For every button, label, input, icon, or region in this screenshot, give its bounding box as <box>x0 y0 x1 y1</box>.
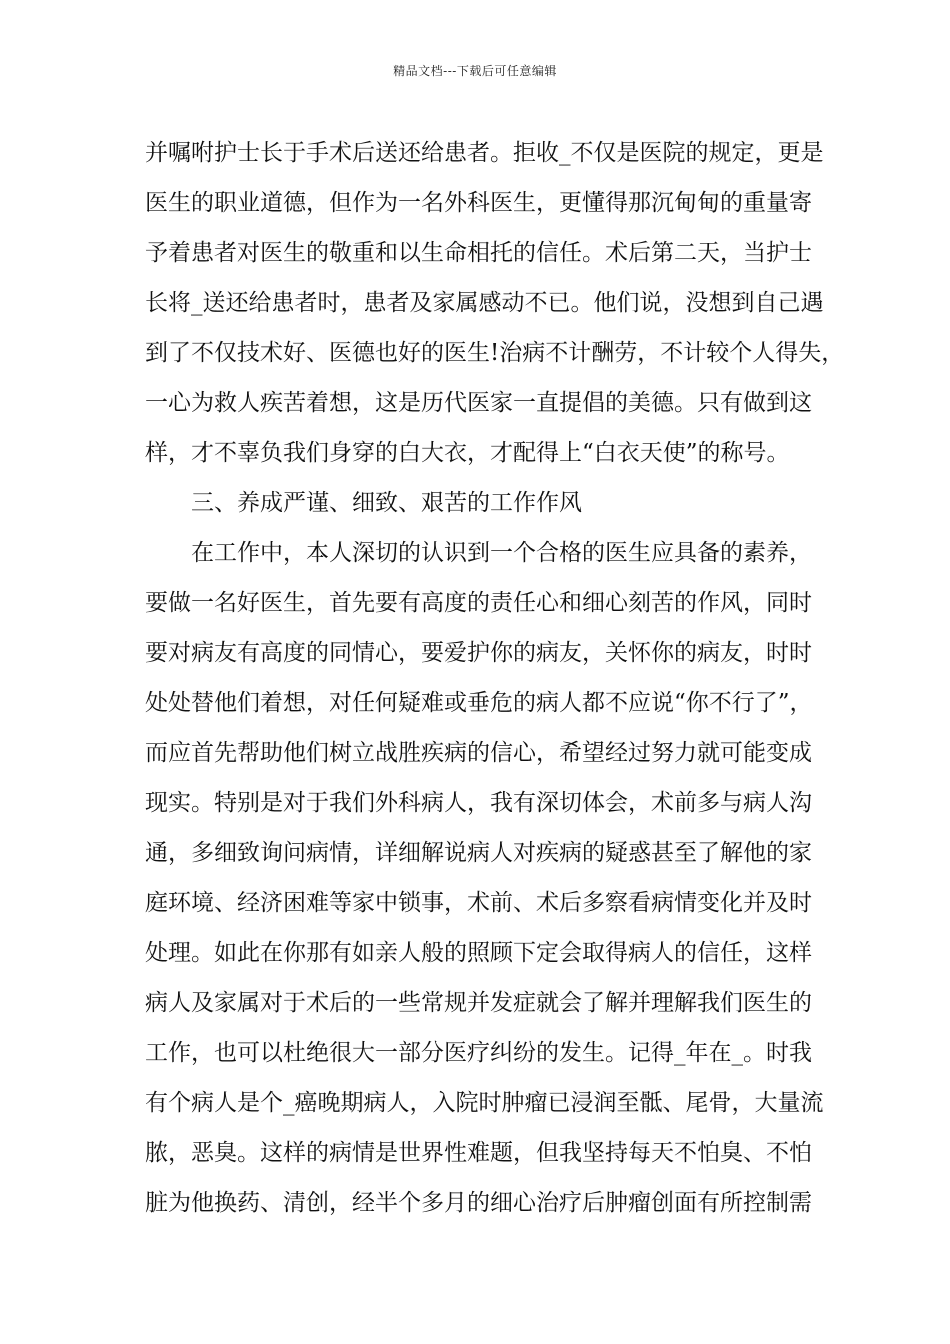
paragraph-line: 处处替他们着想，对任何疑难或垂危的病人都不应说“你不行了”， <box>145 690 813 716</box>
paragraph-line: 到了不仅技术好、医德也好的医生!治病不计酬劳，不计较个人得失， <box>145 340 845 366</box>
paragraph-line: 予着患者对医生的敬重和以生命相托的信任。术后第二天，当护士 <box>145 240 812 266</box>
paragraph-line: 样，才不辜负我们身穿的白大衣，才配得上“白衣天使”的称号。 <box>145 440 790 466</box>
paragraph-line: 而应首先帮助他们树立战胜疾病的信心，希望经过努力就可能变成 <box>145 740 812 766</box>
paragraph-line: 庭环境、经济困难等家中锁事，术前、术后多察看病情变化并及时 <box>145 890 812 916</box>
paragraph-line: 脏为他换药、清创，经半个多月的细心治疗后肿瘤创面有所控制需 <box>145 1190 812 1216</box>
paragraph-line: 通，多细致询问病情，详细解说病人对疾病的疑惑甚至了解他的家 <box>145 840 812 866</box>
section-heading: 三、养成严谨、细致、艰苦的工作作风 <box>191 490 582 516</box>
paragraph-line: 长将_送还给患者时，患者及家属感动不已。他们说，没想到自己遇 <box>145 290 824 316</box>
paragraph-line: 有个病人是个_癌晚期病人，入院时肿瘤已浸润至骶、尾骨，大量流 <box>145 1090 824 1116</box>
paragraph-line: 在工作中，本人深切的认识到一个合格的医生应具备的素养， <box>191 540 812 566</box>
paragraph-line: 脓，恶臭。这样的病情是世界性难题，但我坚持每天不怕臭、不怕 <box>145 1140 812 1166</box>
paragraph-line: 病人及家属对于术后的一些常规并发症就会了解并理解我们医生的 <box>145 990 812 1016</box>
paragraph-line: 要做一名好医生，首先要有高度的责任心和细心刻苦的作风，同时 <box>145 590 812 616</box>
document-body <box>145 128 845 1228</box>
paragraph-line: 一心为救人疾苦着想，这是历代医家一直提倡的美德。只有做到这 <box>145 390 812 416</box>
paragraph-line: 并嘱咐护士长于手术后送还给患者。拒收_不仅是医院的规定，更是 <box>145 140 824 166</box>
page-header: 精品文档---下载后可任意编辑 <box>393 64 557 78</box>
paragraph-line: 医生的职业道德，但作为一名外科医生，更懂得那沉甸甸的重量寄 <box>145 190 812 216</box>
paragraph-line: 处理。如此在你那有如亲人般的照顾下定会取得病人的信任，这样 <box>145 940 812 966</box>
paragraph-line: 现实。特别是对于我们外科病人，我有深切体会，术前多与病人沟 <box>145 790 812 816</box>
paragraph-line: 要对病友有高度的同情心，要爱护你的病友，关怀你的病友，时时 <box>145 640 812 666</box>
paragraph-line: 工作，也可以杜绝很大一部分医疗纠纷的发生。记得_年在_。时我 <box>145 1040 812 1066</box>
